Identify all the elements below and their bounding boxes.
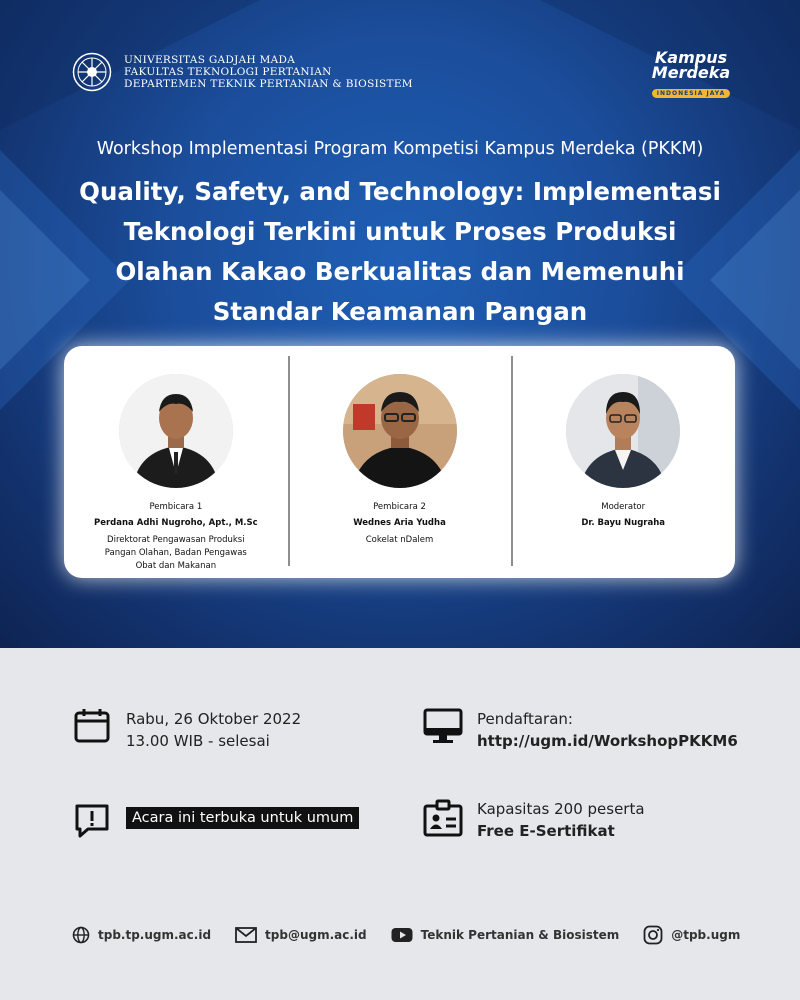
speaker-name: Perdana Adhi Nugroho, Apt., M.Sc bbox=[93, 518, 258, 528]
event-title: Quality, Safety, and Technology: Implementasi Teknologi Terkini untuk Proses Produksi Olahan Kakao Berkualitas dan Memenuhi Standar Keamanan Pangan bbox=[79, 177, 721, 326]
speaker-1: Pembicara 1 Perdana Adhi Nugroho, Apt., M.Sc Direktorat Pengawasan Produksi Pangan Olahan, Badan Pengawas Obat dan Makanan bbox=[64, 346, 288, 578]
institution-header bbox=[72, 52, 413, 92]
instagram-link[interactable]: @tpb.ugm bbox=[643, 925, 740, 945]
speaker-name: Wednes Aria Yudha bbox=[353, 518, 446, 528]
contact-footer bbox=[72, 925, 741, 945]
youtube-link[interactable]: Teknik Pertanian & Biosistem bbox=[391, 927, 620, 943]
globe-icon bbox=[72, 926, 90, 944]
youtube-icon bbox=[391, 927, 413, 943]
speaker-photo bbox=[119, 374, 233, 488]
event-date: Rabu, 26 Oktober 2022 bbox=[126, 710, 302, 728]
open-notice: Acara ini terbuka untuk umum bbox=[126, 807, 359, 829]
registration-label: Pendaftaran: bbox=[477, 710, 573, 728]
capacity-info bbox=[423, 798, 645, 842]
institution-name: UNIVERSITAS GADJAH MADA FAKULTAS TEKNOLOGI PERTANIAN DEPARTEMEN TEKNIK PERTANIAN & BIOSISTEM bbox=[124, 54, 413, 90]
capacity-text: Kapasitas 200 peserta bbox=[477, 800, 645, 818]
monitor-icon bbox=[423, 708, 463, 746]
speaker-affiliation: Cokelat nDalem bbox=[365, 535, 434, 545]
public-notice bbox=[74, 803, 359, 839]
speaker-card bbox=[64, 346, 735, 578]
speaker-name: Dr. Bayu Nugraha bbox=[581, 518, 666, 528]
date-time bbox=[74, 708, 301, 752]
speaker-photo bbox=[343, 374, 457, 488]
kampus-merdeka-logo: Kampus Merdeka INDONESIA JAYA bbox=[651, 48, 731, 97]
website-link[interactable]: tpb.tp.ugm.ac.id bbox=[72, 926, 211, 944]
mail-icon bbox=[235, 927, 257, 943]
event-details bbox=[0, 648, 800, 1000]
event-subtitle: Workshop Implementasi Program Kompetisi Kampus Merdeka (PKKM) bbox=[96, 139, 704, 159]
event-time: 13.00 WIB - selesai bbox=[126, 732, 270, 750]
registration-link[interactable]: http://ugm.id/WorkshopPKKM6 bbox=[477, 732, 738, 750]
alert-icon bbox=[74, 803, 110, 839]
id-card-icon bbox=[423, 798, 463, 838]
seal-icon bbox=[72, 52, 112, 92]
calendar-icon bbox=[74, 708, 110, 744]
moderator: Moderator Dr. Bayu Nugraha bbox=[511, 346, 735, 578]
registration bbox=[423, 708, 738, 752]
speaker-photo bbox=[566, 374, 680, 488]
speaker-affiliation: Direktorat Pengawasan Produksi Pangan Olahan, Badan Pengawas Obat dan Makanan bbox=[104, 535, 247, 571]
email-link[interactable]: tpb@ugm.ac.id bbox=[235, 927, 367, 943]
speaker-2: Pembicara 2 Wednes Aria Yudha Cokelat nDalem bbox=[288, 346, 512, 578]
instagram-icon bbox=[643, 925, 663, 945]
certificate-text: Free E-Sertifikat bbox=[477, 822, 615, 840]
